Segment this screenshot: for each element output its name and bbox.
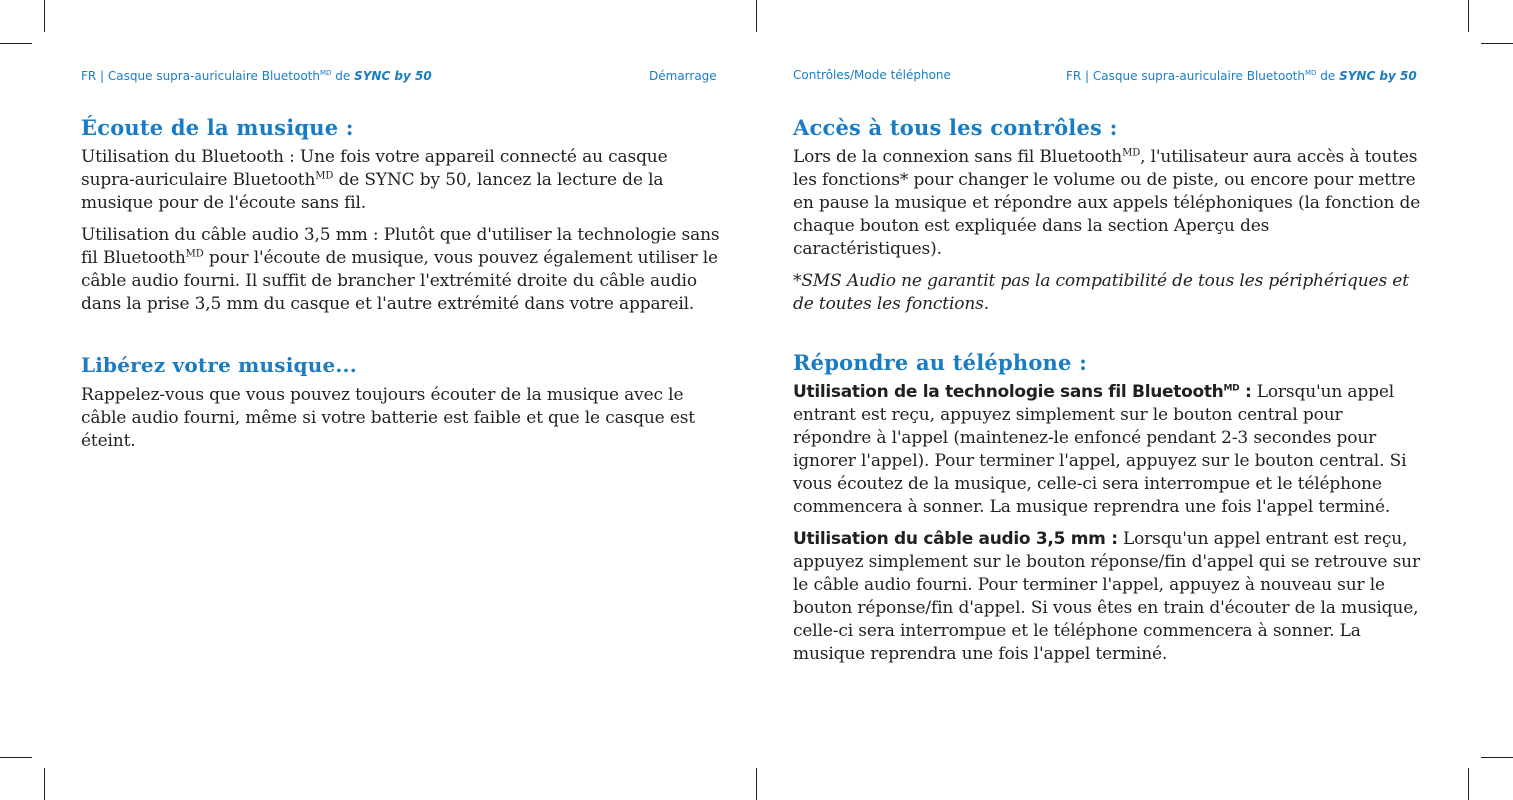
heading-music-listening: Écoute de la musique :	[81, 115, 354, 140]
paragraph-lead: Utilisation du câble audio 3,5 mm :	[793, 529, 1118, 549]
header-trademark: MD	[1304, 69, 1317, 77]
heading-answer-phone: Répondre au téléphone :	[793, 350, 1088, 375]
header-product-text: FR | Casque supra-auriculaire Bluetooth	[81, 69, 320, 83]
right-page-content	[793, 113, 1423, 675]
paragraph-text: de SYNC by 50, lancez la lecture de la musique pour de l'écoute sans fil.	[81, 170, 664, 213]
lead-text: Utilisation de la technologie sans fil Bluetooth	[793, 382, 1224, 402]
heading-controls-access: Accès à tous les contrôles :	[793, 115, 1118, 140]
paragraph-text: Utilisation du Bluetooth : Une fois votre appareil connecté au casque supra-auriculaire Bluetooth	[81, 147, 668, 190]
left-page-content	[81, 113, 726, 462]
heading-free-music: Libérez votre musique...	[81, 353, 357, 377]
paragraph-text: Lorsqu'un appel entrant est reçu, appuyez simplement sur le bouton réponse/fin d'appel qui se retrouve sur le câble audio fourni. Pour terminer l'appel, appuyez à nouveau sur le bouton réponse/fin d'appel. Si vous êtes en train d'écouter de la musique, celle-ci sera interrompue et le téléphone commencera à sonner. La musique reprendra une fois l'appel terminé.	[793, 529, 1420, 664]
paragraph-bluetooth-usage	[81, 146, 726, 215]
paragraph-cable-usage	[81, 224, 726, 316]
trademark-sup: MD	[185, 248, 204, 260]
crop-mark	[0, 43, 32, 44]
paragraph-lead	[793, 382, 1251, 402]
header-middle-text: de	[331, 69, 355, 83]
crop-mark	[44, 0, 45, 32]
header-middle-text: de	[1316, 69, 1340, 83]
header-brand: SYNC by 50	[1339, 69, 1417, 83]
paragraph-text: Lorsqu'un appel entrant est reçu, appuyez simplement sur le bouton central pour répondre à l'appel (maintenez-le enfoncé pendant 2-3 secondes pour ignorer l'appel). Pour terminer l'appel, appuyez sur le bouton central. Si vous écoutez de la musique, celle-ci sera interrompue et le téléphone commencera à sonner. La musique reprendra une fois l'appel terminé.	[793, 382, 1407, 517]
paragraph-reminder: Rappelez-vous que vous pouvez toujours écouter de la musique avec le câble audio fourni, même si votre batterie est faible et que le casque est éteint.	[81, 385, 695, 451]
paragraph-cable-call	[793, 528, 1423, 666]
crop-mark	[1481, 757, 1513, 758]
header-trademark: MD	[319, 69, 332, 77]
header-brand: SYNC by 50	[354, 69, 432, 83]
header-product-text: FR | Casque supra-auriculaire Bluetooth	[1066, 69, 1305, 83]
left-running-header	[81, 69, 432, 83]
right-running-header	[1066, 69, 1417, 83]
paragraph-text: , l'utilisateur aura accès à toutes les fonctions* pour changer le volume ou de piste, ou encore pour mettre en pause la musique et répondre aux appels téléphoniques (la fonction de chaque bouton est expliquée dans la section Aperçu des caractéristiques).	[793, 147, 1421, 259]
crop-mark	[44, 768, 45, 800]
lead-text: :	[1239, 382, 1252, 402]
crop-mark	[1468, 0, 1469, 32]
paragraph-text: Lors de la connexion sans fil Bluetooth	[793, 147, 1123, 167]
compatibility-note: *SMS Audio ne garantit pas la compatibilité de tous les périphériques et de toutes les fonctions.	[793, 271, 1409, 314]
trademark-sup: MD	[1223, 383, 1240, 394]
crop-mark	[1481, 43, 1513, 44]
paragraph-text: Utilisation du câble audio 3,5 mm : Plutôt que d'utiliser la technologie sans fil Bluetooth	[81, 225, 720, 268]
trademark-sup: MD	[1122, 147, 1141, 159]
paragraph-text: pour l'écoute de musique, vous pouvez également utiliser le câble audio fourni. Il suffit de brancher l'extrémité droite du câble audio dans la prise 3,5 mm du casque et l'autre extrémité dans votre appareil.	[81, 248, 718, 314]
left-section-label: Démarrage	[649, 69, 717, 83]
trademark-sup: MD	[315, 170, 334, 182]
crop-mark	[0, 757, 32, 758]
crop-mark	[756, 768, 757, 800]
crop-mark	[1468, 768, 1469, 800]
crop-mark	[756, 0, 757, 32]
paragraph-bluetooth-call	[793, 381, 1423, 519]
paragraph-controls	[793, 146, 1423, 261]
right-section-label: Contrôles/Mode téléphone	[793, 68, 951, 82]
